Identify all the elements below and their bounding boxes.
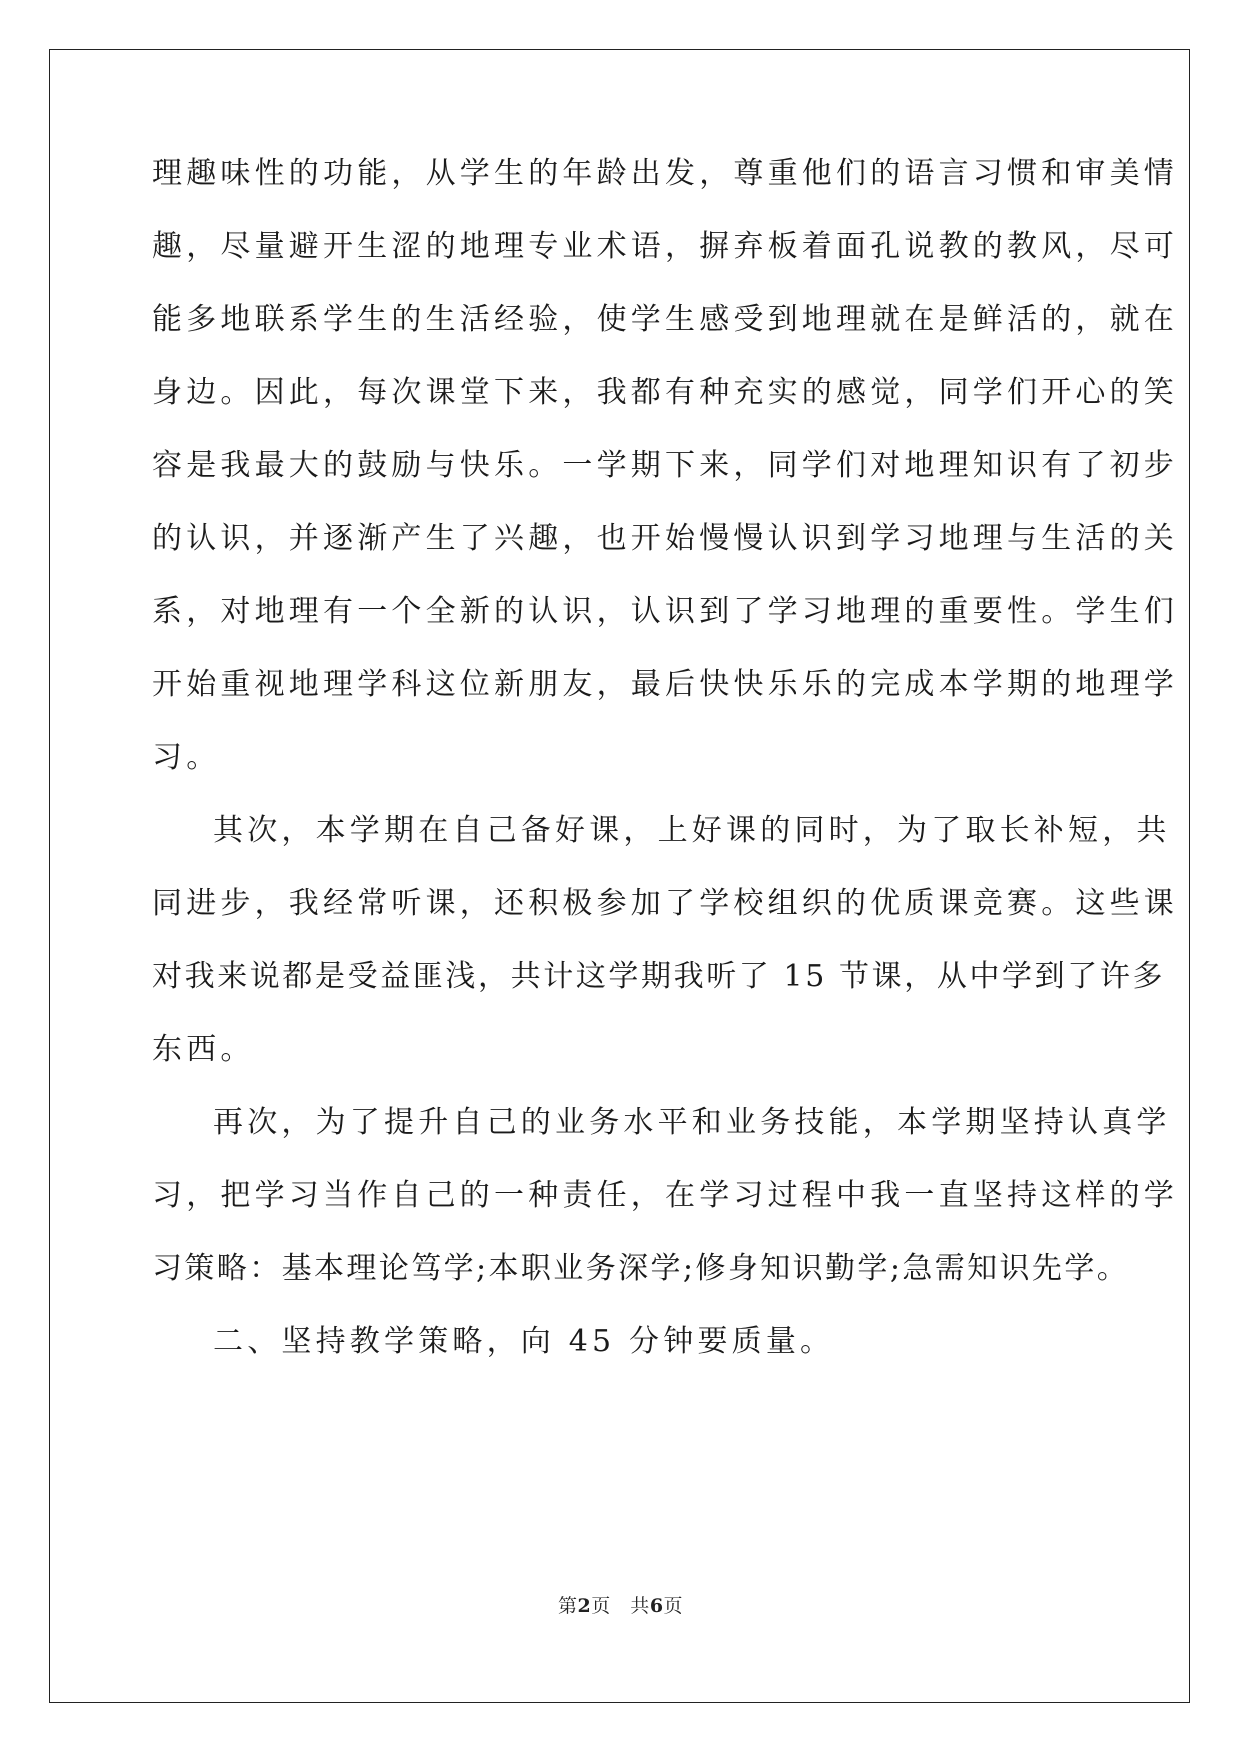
text-line: 习。 — [152, 740, 221, 775]
section-heading-line: 二、坚持教学策略，向 45 分钟要质量。 — [213, 1324, 835, 1359]
footer-page-number: 2 — [577, 1595, 592, 1617]
text-line: 能多地联系学生的生活经验，使学生感受到地理就在是鲜活的，就在 — [152, 302, 1178, 337]
page-footer — [0, 1591, 1241, 1618]
text-line: 对我来说都是受益匪浅，共计这学期我听了 15 节课，从中学到了许多 — [152, 959, 1166, 994]
text-line: 理趣味性的功能，从学生的年龄出发，尊重他们的语言习惯和审美情 — [152, 156, 1178, 191]
paragraph-start-line: 再次，为了提升自己的业务水平和业务技能，本学期坚持认真学 — [213, 1105, 1171, 1140]
text-line: 容是我最大的鼓励与快乐。一学期下来，同学们对地理知识有了初步 — [152, 448, 1178, 483]
text-line: 身边。因此，每次课堂下来，我都有种充实的感觉，同学们开心的笑 — [152, 375, 1178, 410]
text-line: 习，把学习当作自己的一种责任，在学习过程中我一直坚持这样的学 — [152, 1178, 1178, 1213]
footer-suffix: 页 — [663, 1595, 684, 1617]
paragraph-start-line: 其次，本学期在自己备好课，上好课的同时，为了取长补短，共 — [213, 813, 1171, 848]
text-line: 趣，尽量避开生涩的地理专业术语，摒弃板着面孔说教的教风，尽可 — [152, 229, 1178, 264]
footer-total-pages: 6 — [649, 1595, 664, 1617]
text-line: 开始重视地理学科这位新朋友，最后快快乐乐的完成本学期的地理学 — [152, 667, 1178, 702]
text-line: 东西。 — [152, 1032, 255, 1067]
text-line: 习策略：基本理论笃学;本职业务深学;修身知识勤学;急需知识先学。 — [152, 1251, 1130, 1286]
page-border — [49, 49, 1190, 1703]
text-line: 同进步，我经常听课，还积极参加了学校组织的优质课竞赛。这些课 — [152, 886, 1178, 921]
footer-middle: 页 共 — [591, 1595, 650, 1617]
text-line: 系，对地理有一个全新的认识，认识到了学习地理的重要性。学生们 — [152, 594, 1178, 629]
text-line: 的认识，并逐渐产生了兴趣，也开始慢慢认识到学习地理与生活的关 — [152, 521, 1178, 556]
footer-prefix: 第 — [557, 1595, 578, 1617]
